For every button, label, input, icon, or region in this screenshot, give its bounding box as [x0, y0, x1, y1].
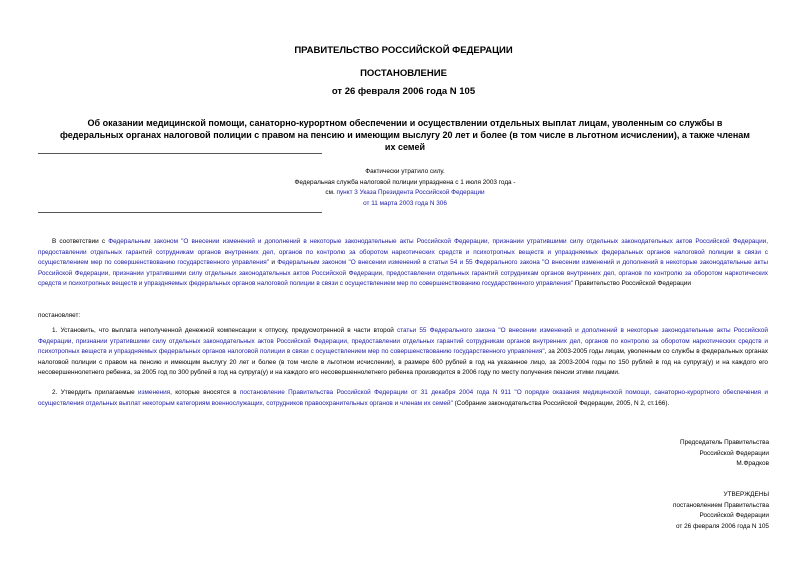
item-1-text-2: , за 2003-2005 годы лицам, уволенным со службы в федеральных органах налоговой полиции с правом на пенсию и имеющим выслугу 20 лет и более (в том числе в льготном исчислении), в размере 600 рублей в год на указанное лицо, за 2003-2004 годы по 150 рублей в год на супруга(у) и на каждого его несовершеннолетнего ребенка, за 2005 год по 300 рублей в год на супруга(у) и на каждого его несовершеннолетнего ребенка производится в 2006 году по месту получения пенсии этими лицами. — [38, 348, 768, 376]
article-55-link[interactable]: статьи 55 Федерального закона "О внесении изменений и дополнений в некоторые законодательные акты Российской Федерации, признании утратившими силу отдельных законодательных актов Российской Федерации, предоставлении отдельных гарантий сотрудникам органов внутренних дел, органов по контролю за оборотом наркотических средств и психотропных веществ и упраздняемых федеральных органов налоговой полиции в связи с осуществлением мер по совершенствованию государственного управления" — [38, 327, 768, 355]
document-title: Об оказании медицинской помощи, санаторно-курортном обеспечении и осуществлении отдельных выплат лицам, уволенным со службы в федеральных органах налоговой полиции с правом на пенсию и имеющим выслугу 20 лет и более (в том числе в льготном исчислении), а также членам их семей — [60, 118, 750, 152]
approval-line-2: постановлением Правительства — [673, 501, 769, 509]
document-type: ПОСТАНОВЛЕНИЕ — [360, 68, 447, 79]
federal-law-link-2[interactable]: Федеральным законом "О внесении изменений в статьи 54 и 55 Федерального закона "О внесении изменений и дополнений в некоторые законодательные акты Российской Федерации, признании утратившими силу отдельных законодательных актов Российской Федерации, предоставлении отдельных гарантий сотрудникам органов внутренних дел, органов по контролю за оборотом наркотических средств и психотропных веществ и упраздняемых федеральных органов налоговой полиции в связи с осуществлением мер по совершенствованию государственного управления" — [38, 259, 769, 287]
signature-name: М.Фрадков — [736, 460, 769, 467]
item-2-text-2: , которые вносятся в — [170, 389, 240, 396]
decree-word: постановляет: — [38, 312, 81, 319]
preamble-paragraph — [38, 237, 768, 290]
approval-block — [509, 490, 769, 532]
item-2-text-3: (Собрание законодательства Российской Федерации, 2005, N 2, ст.166). — [452, 399, 670, 407]
government-name: ПРАВИТЕЛЬСТВО РОССИЙСКОЙ ФЕДЕРАЦИИ — [294, 45, 513, 56]
top-divider — [38, 153, 322, 154]
federal-law-link-1[interactable]: Федеральным законом "О внесении изменений и дополнений в некоторые законодательные акты Российской Федерации, признании утратившими силу отдельных законодательных актов Российской Федерации, предоставлении отдельных гарантий сотрудникам органов внутренних дел, органов по контролю за оборотом наркотических средств и психотропных веществ и упраздняемых федеральных органов налоговой полиции в связи с осуществлением мер по совершенствованию государственного управления" — [38, 238, 768, 266]
item-2-paragraph — [38, 388, 768, 409]
preamble-text-2: и — [269, 259, 278, 266]
item-2-text-1: 2. Утвердить прилагаемые — [52, 389, 139, 396]
preamble-text-1: В соответствии с — [52, 238, 109, 245]
status-note — [260, 167, 550, 209]
approval-date: от 26 февраля 2006 года N 105 — [676, 522, 769, 530]
document-date: от 26 февраля 2006 года N 105 — [331, 86, 476, 97]
resolution-911-link[interactable]: постановление Правительства Российской Федерации от 31 декабря 2004 года N 911 "О порядке оказания медицинской помощи, санаторно-курортного обеспечения и осуществления отдельных выплат некоторым категориям военнослужащих, сотрудников правоохранительных органов и членам их семей" — [38, 389, 768, 407]
approval-line-3: Российской Федерации — [699, 512, 769, 519]
signature-country: Российской Федерации — [699, 449, 769, 457]
signature-block — [509, 438, 769, 470]
status-note-line-1: Фактически утратило силу. — [365, 168, 445, 175]
approval-heading: УТВЕРЖДЕНЫ — [723, 491, 769, 498]
status-note-line-3 — [260, 188, 550, 199]
item-1-paragraph — [38, 326, 768, 379]
signature-position: Председатель Правительства — [680, 439, 769, 446]
changes-link[interactable]: изменения — [138, 389, 171, 396]
preamble-text-3: Правительство Российской Федерации — [572, 280, 691, 287]
item-1-text-1: 1. Установить, что выплата неполученной денежной компенсации к отпуску, предусмотренной в части второй — [52, 327, 397, 334]
status-note-line-2: Федеральная служба налоговой полиции упразднена с 1 июля 2003 года - — [294, 178, 516, 186]
decree-link[interactable]: пункт 3 Указа Президента Российской Федерации — [336, 189, 485, 196]
status-note-prefix: см. — [325, 189, 337, 196]
bottom-divider — [38, 212, 322, 213]
decree-date-link[interactable]: от 11 марта 2003 года N 306 — [363, 199, 447, 207]
